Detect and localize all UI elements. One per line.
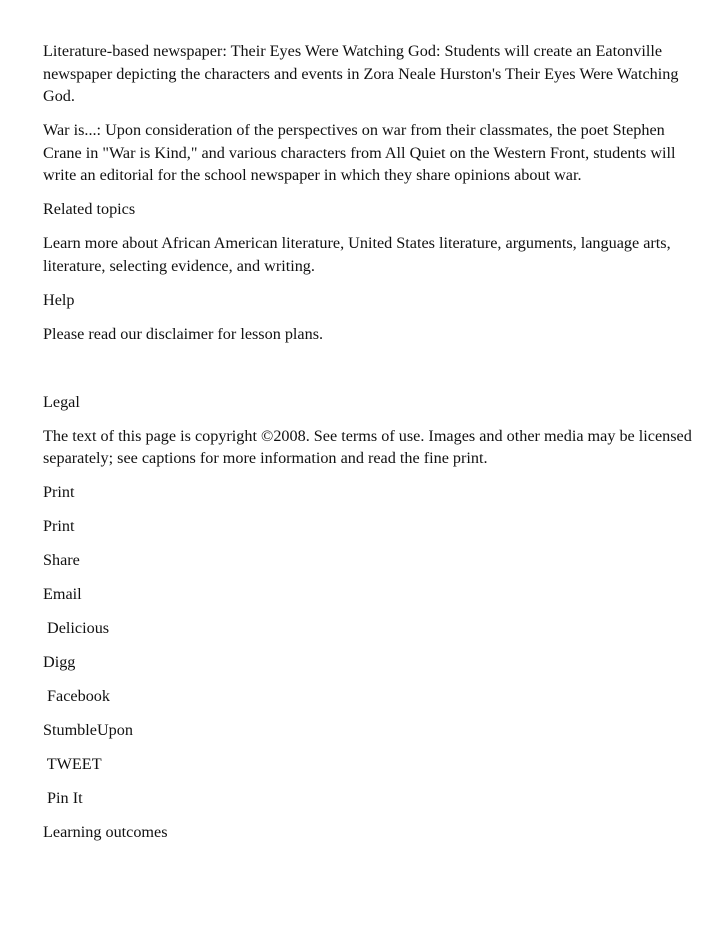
email-link[interactable]: Email (43, 585, 82, 603)
share-link[interactable]: Share (43, 551, 80, 569)
help-heading: Help (43, 290, 75, 309)
tweet-link[interactable]: TWEET (43, 755, 102, 773)
literature-newspaper-paragraph: Literature-based newspaper: Their Eyes Were Watching God: Students will create an Eatonville newspaper depicting the characters and events in Zora Neale Hurston's Their Eyes Were Watching God. (43, 42, 679, 105)
war-is-paragraph: War is...: Upon consideration of the perspectives on war from their classmates, the poet Stephen Crane in "War is Kind," and various characters from All Quiet on the Western Front, students will write an editorial for the school newspaper in which they share opinions about war. (43, 121, 676, 184)
print-link[interactable]: Print (43, 483, 75, 501)
delicious-link[interactable]: Delicious (43, 619, 110, 637)
help-disclaimer-text: Please read our disclaimer for lesson plans. (43, 324, 324, 343)
pin-it-link[interactable]: Pin It (43, 789, 83, 807)
digg-link[interactable]: Digg (43, 653, 76, 671)
section-spacer (43, 357, 693, 391)
learning-outcomes-heading: Learning outcomes (43, 823, 168, 841)
print-button[interactable]: Print (43, 517, 75, 535)
legal-heading: Legal (43, 392, 80, 411)
related-topics-heading: Related topics (43, 200, 136, 218)
legal-copyright-text: The text of this page is copyright ©2008. See terms of use. Images and other media may be licensed separately; see captions for more information and read the fine print. (43, 426, 692, 467)
document-page (43, 40, 693, 855)
related-topics-text: Learn more about African American literature, United States literature, arguments, language arts, literature, selecting evidence, and writing. (43, 234, 671, 275)
stumbleupon-link[interactable]: StumbleUpon (43, 721, 133, 739)
facebook-link[interactable]: Facebook (43, 687, 110, 705)
